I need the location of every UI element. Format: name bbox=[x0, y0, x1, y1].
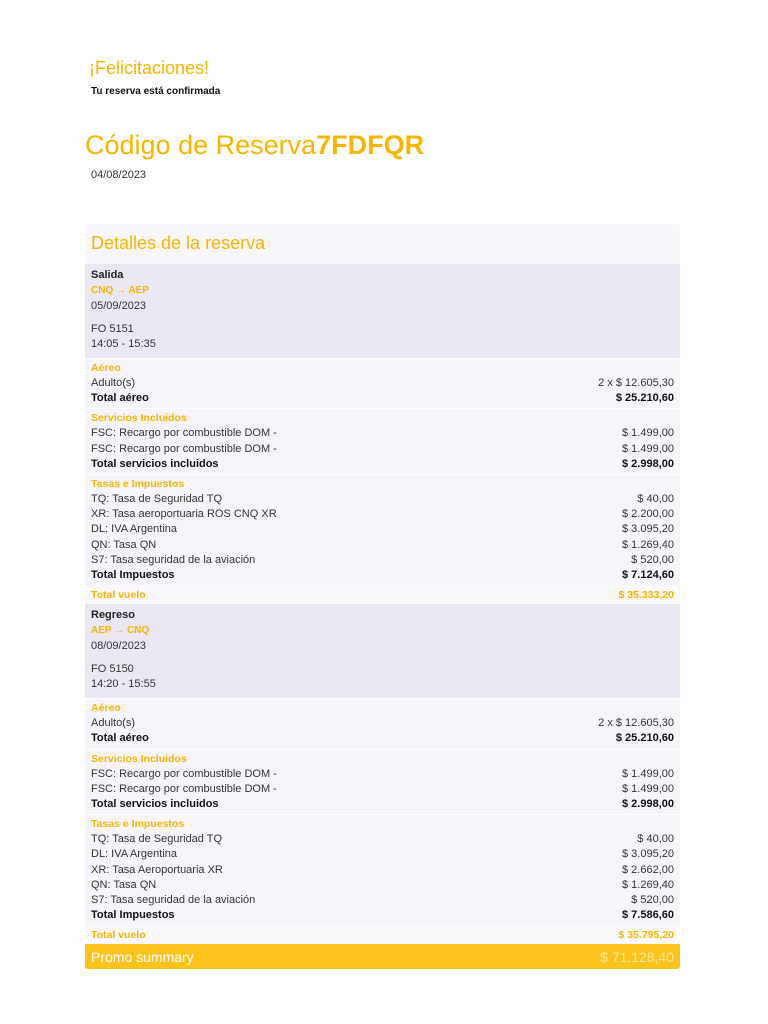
section-total bbox=[91, 797, 674, 812]
promo-summary-bar bbox=[85, 944, 680, 969]
card-header bbox=[85, 224, 680, 264]
item-amount: $ 3.095,20 bbox=[622, 523, 674, 536]
item-amount: $ 1.269,40 bbox=[622, 878, 674, 891]
line-item bbox=[91, 442, 674, 457]
item-label: TQ: Tasa de Seguridad TQ bbox=[91, 833, 223, 846]
item-amount: $ 520,00 bbox=[631, 553, 674, 566]
leg-route: CNQ → AEP bbox=[91, 285, 149, 296]
total-label: Total Impuestos bbox=[91, 569, 175, 582]
item-label: FSC: Recargo por combustible DOM - bbox=[91, 767, 277, 780]
line-item bbox=[91, 893, 674, 908]
services-section bbox=[85, 749, 680, 815]
item-label: TQ: Tasa de Seguridad TQ bbox=[91, 493, 223, 506]
section-total bbox=[91, 568, 674, 583]
promo-summary-amount: $ 71.128,40 bbox=[600, 948, 674, 965]
item-label: FSC: Recargo por combustible DOM - bbox=[91, 427, 277, 440]
congrats-heading: ¡Felicitaciones! bbox=[89, 58, 210, 78]
total-label: Total aéreo bbox=[91, 732, 149, 745]
section-heading: Aéreo bbox=[91, 362, 121, 374]
line-item bbox=[91, 507, 674, 522]
outbound-leg bbox=[85, 264, 680, 358]
line-item bbox=[91, 863, 674, 878]
line-item bbox=[91, 492, 674, 507]
item-amount: 2 x $ 12.605,30 bbox=[598, 717, 674, 730]
section-total bbox=[91, 908, 674, 923]
flight-times: 14:20 - 15:55 bbox=[91, 678, 156, 691]
item-label: DL: IVA Argentina bbox=[91, 848, 178, 861]
section-total bbox=[91, 391, 674, 406]
leg-label: Salida bbox=[91, 269, 124, 281]
item-amount: $ 1.499,00 bbox=[622, 442, 674, 455]
item-label: DL: IVA Argentina bbox=[91, 523, 178, 536]
inbound-leg bbox=[85, 604, 680, 698]
item-label: Adulto(s) bbox=[91, 717, 136, 730]
flight-total bbox=[85, 925, 680, 944]
line-item bbox=[91, 522, 674, 537]
taxes-section bbox=[85, 474, 680, 585]
taxes-section bbox=[85, 814, 680, 925]
line-item bbox=[91, 847, 674, 862]
air-section bbox=[85, 358, 680, 408]
services-section bbox=[85, 408, 680, 474]
item-amount: $ 3.095,20 bbox=[622, 848, 674, 861]
line-item bbox=[91, 553, 674, 568]
item-label: FSC: Recargo por combustible DOM - bbox=[91, 442, 277, 455]
line-item bbox=[91, 767, 674, 782]
air-section bbox=[85, 698, 680, 748]
flight-total-amount: $ 35.795,20 bbox=[618, 928, 674, 941]
booking-details-card bbox=[85, 224, 680, 969]
total-label: Total aéreo bbox=[91, 392, 149, 405]
total-amount: $ 25.210,60 bbox=[615, 732, 674, 745]
booking-code-value: 7FDFQR bbox=[316, 130, 425, 160]
flight-times: 14:05 - 15:35 bbox=[91, 338, 156, 350]
line-item bbox=[91, 782, 674, 797]
item-amount: $ 1.499,00 bbox=[622, 782, 674, 795]
flight-total-label: Total vuelo bbox=[91, 588, 146, 601]
item-label: Adulto(s) bbox=[91, 377, 136, 389]
card-title: Detalles de la reserva bbox=[91, 233, 266, 253]
item-label: XR: Tasa aeroportuaria ROS CNQ XR bbox=[91, 508, 277, 521]
leg-label: Regreso bbox=[91, 609, 136, 622]
leg-date: 05/09/2023 bbox=[91, 300, 147, 312]
line-item bbox=[91, 538, 674, 553]
total-label: Total Impuestos bbox=[91, 909, 175, 922]
flight-number: FO 5151 bbox=[91, 323, 134, 335]
item-amount: $ 2.662,00 bbox=[622, 863, 674, 876]
item-amount: $ 2.200,00 bbox=[622, 508, 674, 521]
item-label: QN: Tasa QN bbox=[91, 538, 157, 551]
line-item bbox=[91, 426, 674, 441]
total-amount: $ 2.998,00 bbox=[622, 457, 674, 470]
flight-total bbox=[85, 585, 680, 604]
booking-code-label: Código de Reserva bbox=[85, 130, 317, 160]
line-item bbox=[91, 832, 674, 847]
section-total bbox=[91, 457, 674, 472]
section-heading: Servicios Incluidos bbox=[91, 752, 187, 765]
item-label: XR: Tasa Aeroportuaria XR bbox=[91, 863, 223, 876]
confirmation-text: Tu reserva está confirmada bbox=[91, 86, 221, 97]
total-amount: $ 2.998,00 bbox=[622, 798, 674, 811]
flight-total-amount: $ 35.333,20 bbox=[618, 588, 674, 601]
flight-number: FO 5150 bbox=[91, 663, 134, 676]
booking-code-title bbox=[85, 130, 424, 161]
section-heading: Tasas e Impuestos bbox=[91, 478, 185, 491]
line-item bbox=[91, 716, 674, 731]
item-amount: $ 40,00 bbox=[637, 493, 674, 506]
line-item bbox=[91, 376, 674, 391]
issue-date: 04/08/2023 bbox=[91, 169, 147, 181]
item-amount: 2 x $ 12.605,30 bbox=[598, 377, 674, 389]
flight-total-label: Total vuelo bbox=[91, 928, 146, 941]
item-label: S7: Tasa seguridad de la aviación bbox=[91, 553, 256, 566]
section-total bbox=[91, 731, 674, 746]
total-amount: $ 7.124,60 bbox=[622, 569, 674, 582]
item-amount: $ 1.499,00 bbox=[622, 427, 674, 440]
section-heading: Servicios Incluidos bbox=[91, 412, 187, 425]
leg-route: AEP → CNQ bbox=[91, 625, 150, 637]
item-label: S7: Tasa seguridad de la aviación bbox=[91, 894, 256, 907]
total-label: Total servicios incluidos bbox=[91, 457, 219, 470]
section-heading: Tasas e Impuestos bbox=[91, 818, 185, 831]
total-label: Total servicios incluidos bbox=[91, 798, 219, 811]
total-amount: $ 25.210,60 bbox=[615, 392, 674, 405]
section-heading: Aéreo bbox=[91, 702, 121, 715]
item-amount: $ 1.499,00 bbox=[622, 767, 674, 780]
leg-date: 08/09/2023 bbox=[91, 640, 147, 653]
item-amount: $ 40,00 bbox=[637, 833, 674, 846]
total-amount: $ 7.586,60 bbox=[622, 909, 674, 922]
item-label: FSC: Recargo por combustible DOM - bbox=[91, 782, 277, 795]
item-label: QN: Tasa QN bbox=[91, 878, 157, 891]
item-amount: $ 520,00 bbox=[631, 894, 674, 907]
line-item bbox=[91, 878, 674, 893]
item-amount: $ 1.269,40 bbox=[622, 538, 674, 551]
promo-summary-label: Promo summary bbox=[91, 948, 194, 965]
